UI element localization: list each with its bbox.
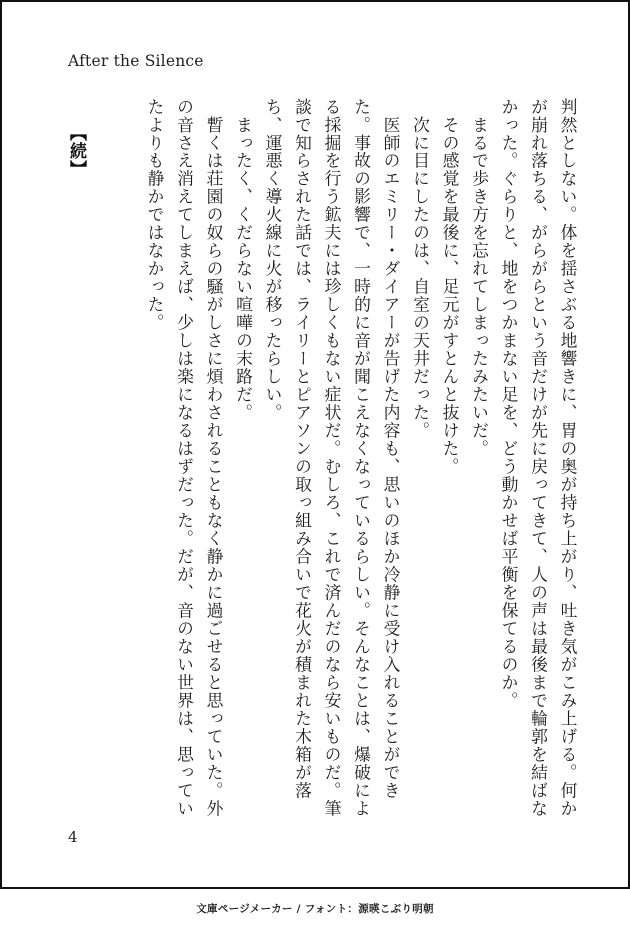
paragraph: 暫くは荘園の奴らの騒がしさに煩わされることもなく静かに過ごせると思っていた。外の音さえ消えてしまえば、少しは楽になるはずだった。だが、音のない世界は、思っていたよりも静かではなかった。: [145, 98, 224, 818]
footer-credit: 文庫ページメーカー / フォント：源暎こぶり明朝: [196, 903, 434, 915]
paragraph: 判然としない。体を揺さぶる地響きに、胃の奥が持ち上がり、吐き気がこみ上げる。何かが崩れ落ちる、がらがらという音だけが先に戻ってきて、人の声は最後まで輪郭を結ばなかった。ぐらりと、地をつかまない足を、どう動かせば平衡を保てるのか。: [499, 98, 578, 818]
paragraph: まったく、くだらない喧嘩の末路だ。: [233, 98, 254, 422]
paragraph: その感覚を最後に、足元がすとんと抜けた。: [440, 98, 460, 476]
body-text: [140, 98, 583, 828]
paragraph: 医師のエミリー・ダイアーが告げた内容も、思いのほか冷静に受け入れることができた。事故の影響で、一時的に音が聞こえなくなっているらしい。そんなことは、爆破による採掘を行う鉱夫には珍しくもない症状だ。むしろ、これで済んだのなら安いものだ。筆談で知らされた話では、ライリーとピアソンの取っ組み合いで花火が積まれた木箱が落ち、運悪く導火線に火が移ったらしい。: [263, 98, 401, 818]
paragraph: まるで歩き方を忘れてしまったみたいだ。: [469, 98, 490, 458]
continued-marker: 【続】: [66, 124, 86, 178]
paragraph: 次に目にしたのは、自室の天井だった。: [410, 98, 431, 440]
page-number: 4: [68, 828, 78, 846]
book-title: After the Silence: [68, 52, 204, 70]
